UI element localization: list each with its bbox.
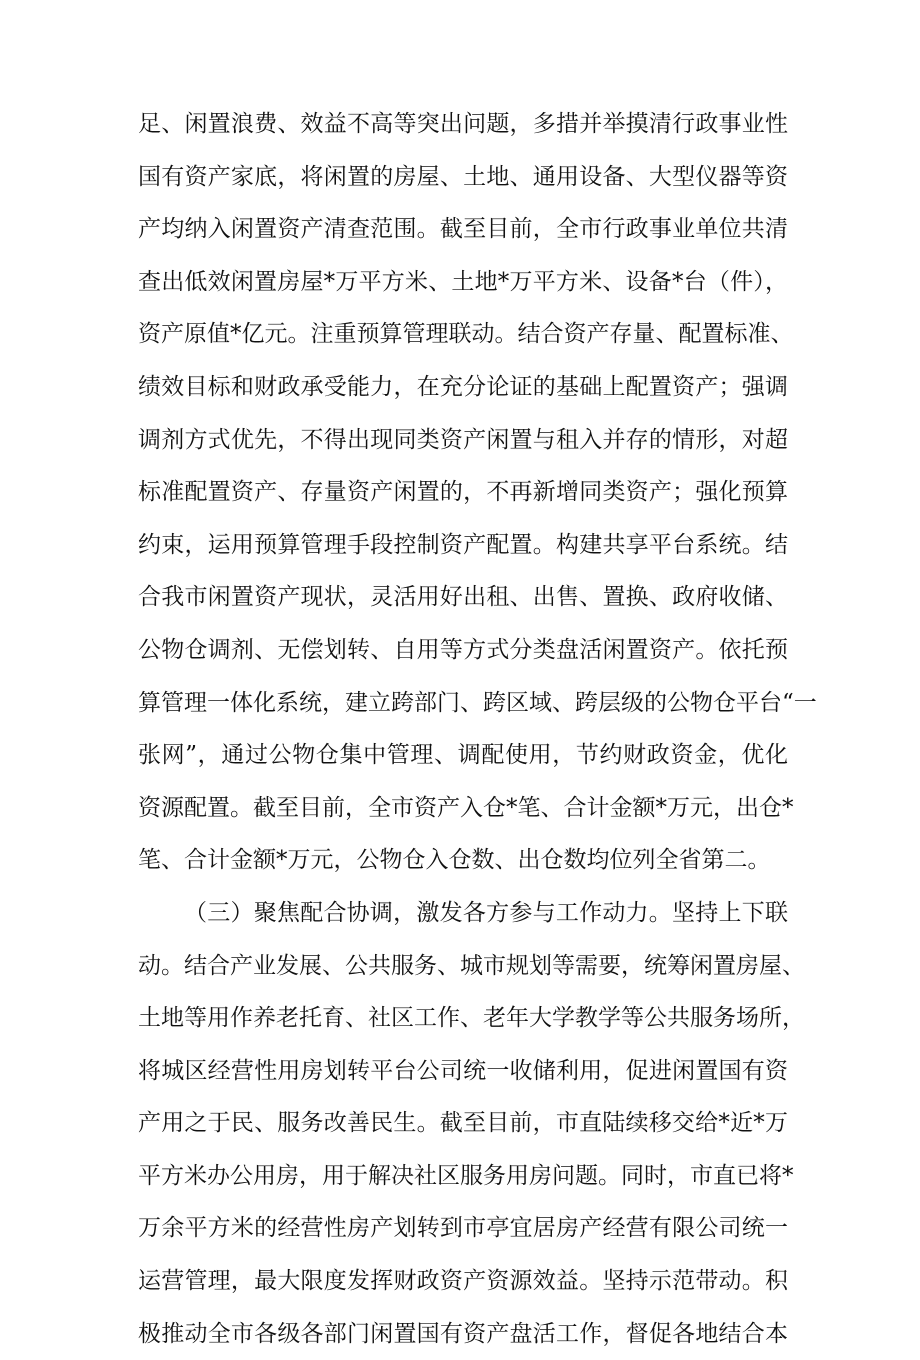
body-text	[138, 98, 817, 1360]
section-heading-line: （三）聚焦配合协调，激发各方参与工作动力。坚持上下联	[184, 899, 788, 926]
text-line: 平方米办公用房，用于解决社区服务用房问题。同时，市直已将*	[138, 1162, 794, 1189]
text-line: 资产原值*亿元。注重预算管理联动。结合资产存量、配置标准、	[138, 321, 794, 348]
text-line: 合我市闲置资产现状，灵活用好出租、出售、置换、政府收储、	[138, 584, 788, 611]
text-line: 调剂方式优先，不得出现同类资产闲置与租入并存的情形，对超	[138, 426, 788, 453]
text-line: 足、闲置浪费、效益不高等突出问题，多措并举摸清行政事业性	[138, 111, 788, 137]
text-line: 国有资产家底，将闲置的房屋、土地、通用设备、大型仪器等资	[138, 163, 788, 190]
text-line: 万余平方米的经营性房产划转到市亭宜居房产经营有限公司统一	[138, 1215, 788, 1242]
text-line: 张网”，通过公物仓集中管理、调配使用，节约财政资金，优化	[138, 742, 788, 769]
text-line: 资源配置。截至目前，全市资产入仓*笔、合计金额*万元，出仓*	[138, 794, 794, 821]
text-line: 绩效目标和财政承受能力，在充分论证的基础上配置资产；强调	[138, 373, 788, 400]
text-line: 产用之于民、服务改善民生。截至目前，市直陆续移交给*近*万	[138, 1110, 788, 1137]
text-line: 产均纳入闲置资产清查范围。截至目前，全市行政事业单位共清	[138, 216, 788, 243]
text-line: 极推动全市各级各部门闲置国有资产盘活工作，督促各地结合本	[138, 1320, 788, 1347]
text-line: 标准配置资产、存量资产闲置的，不再新增同类资产；强化预算	[138, 479, 788, 506]
text-line: 土地等用作养老托育、社区工作、老年大学教学等公共服务场所，	[138, 1005, 805, 1032]
text-line: 约束，运用预算管理手段控制资产配置。构建共享平台系统。结	[138, 531, 788, 558]
text-line: 查出低效闲置房屋*万平方米、土地*万平方米、设备*台（件），	[138, 268, 788, 295]
text-line: 算管理一体化系统，建立跨部门、跨区域、跨层级的公物仓平台“一	[138, 689, 817, 716]
text-line: 运营管理，最大限度发挥财政资产资源效益。坚持示范带动。积	[138, 1268, 788, 1295]
text-line: 将城区经营性用房划转平台公司统一收储利用，促进闲置国有资	[138, 1057, 788, 1084]
text-line: 动。结合产业发展、公共服务、城市规划等需要，统筹闲置房屋、	[138, 952, 805, 979]
text-line: 笔、合计金额*万元，公物仓入仓数、出仓数均位列全省第二。	[138, 847, 771, 874]
text-line: 公物仓调剂、无偿划转、自用等方式分类盘活闲置资产。依托预	[138, 636, 788, 663]
